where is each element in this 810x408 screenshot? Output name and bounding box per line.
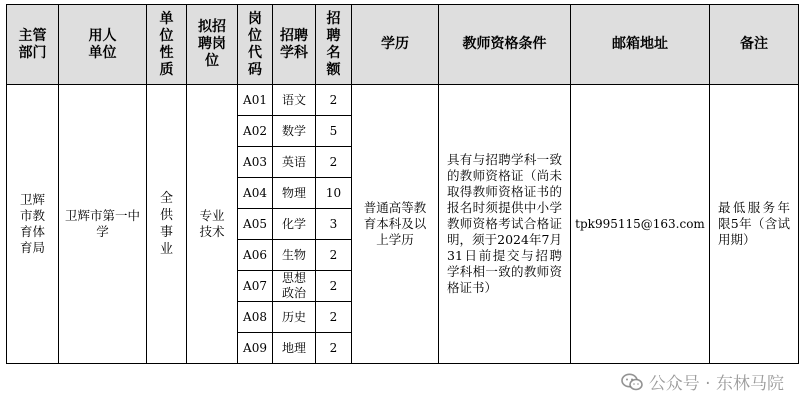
subject-cell: 历史 (273, 302, 316, 333)
code-cell: A03 (238, 147, 273, 178)
code-cell: A05 (238, 209, 273, 240)
subject-cell: 英语 (273, 147, 316, 178)
watermark (621, 369, 784, 394)
table-row (7, 85, 799, 116)
subject-cell: 物理 (273, 178, 316, 209)
header-email: 邮箱地址 (571, 5, 710, 85)
header-subject: 招聘学科 (273, 5, 316, 85)
nature-cell: 全供事业 (147, 85, 187, 364)
dept-cell: 卫辉市教育体育局 (7, 85, 59, 364)
code-cell: A08 (238, 302, 273, 333)
unit-cell: 卫辉市第一中学 (59, 85, 147, 364)
subject-cell: 化学 (273, 209, 316, 240)
code-cell: A07 (238, 271, 273, 302)
edu-cell: 普通高等教育本科及以上学历 (352, 85, 439, 364)
header-code: 岗位代码 (238, 5, 273, 85)
watermark-text: 公众号 · 东林马院 (648, 374, 784, 394)
note-cell: 最低服务年限5年（含试用期） (710, 85, 799, 364)
subject-cell: 地理 (273, 333, 316, 364)
subject-cell: 思想政治 (273, 271, 316, 302)
code-cell: A06 (238, 240, 273, 271)
code-cell: A09 (238, 333, 273, 364)
recruitment-table (6, 4, 799, 364)
count-cell: 3 (316, 209, 352, 240)
count-cell: 5 (316, 116, 352, 147)
count-cell: 2 (316, 302, 352, 333)
cert-cell: 具有与招聘学科一致的教师资格证（尚未取得教师资格证书的报名时须提供中小学教师资格考试合格证明，须于2024年7月31日前提交与招聘学科相一致的教师资格证书） (439, 85, 571, 364)
count-cell: 2 (316, 85, 352, 116)
header-nature: 单位性质 (147, 5, 187, 85)
subject-cell: 生物 (273, 240, 316, 271)
subject-cell: 数学 (273, 116, 316, 147)
count-cell: 10 (316, 178, 352, 209)
code-cell: A01 (238, 85, 273, 116)
subject-cell: 语文 (273, 85, 316, 116)
code-cell: A04 (238, 178, 273, 209)
count-cell: 2 (316, 240, 352, 271)
header-edu: 学历 (352, 5, 439, 85)
header-note: 备注 (710, 5, 799, 85)
header-unit: 用人单位 (59, 5, 147, 85)
count-cell: 2 (316, 147, 352, 178)
header-dept: 主管部门 (7, 5, 59, 85)
wechat-icon (621, 373, 643, 391)
post-cell: 专业技术 (187, 85, 238, 364)
header-post: 拟招聘岗位 (187, 5, 238, 85)
email-cell (571, 85, 710, 364)
header-count: 招聘名额 (316, 5, 352, 85)
header-row (7, 5, 799, 85)
email-text: tpk995115@163.com (575, 216, 705, 231)
header-cert: 教师资格条件 (439, 5, 571, 85)
count-cell: 2 (316, 271, 352, 302)
count-cell: 2 (316, 333, 352, 364)
code-cell: A02 (238, 116, 273, 147)
